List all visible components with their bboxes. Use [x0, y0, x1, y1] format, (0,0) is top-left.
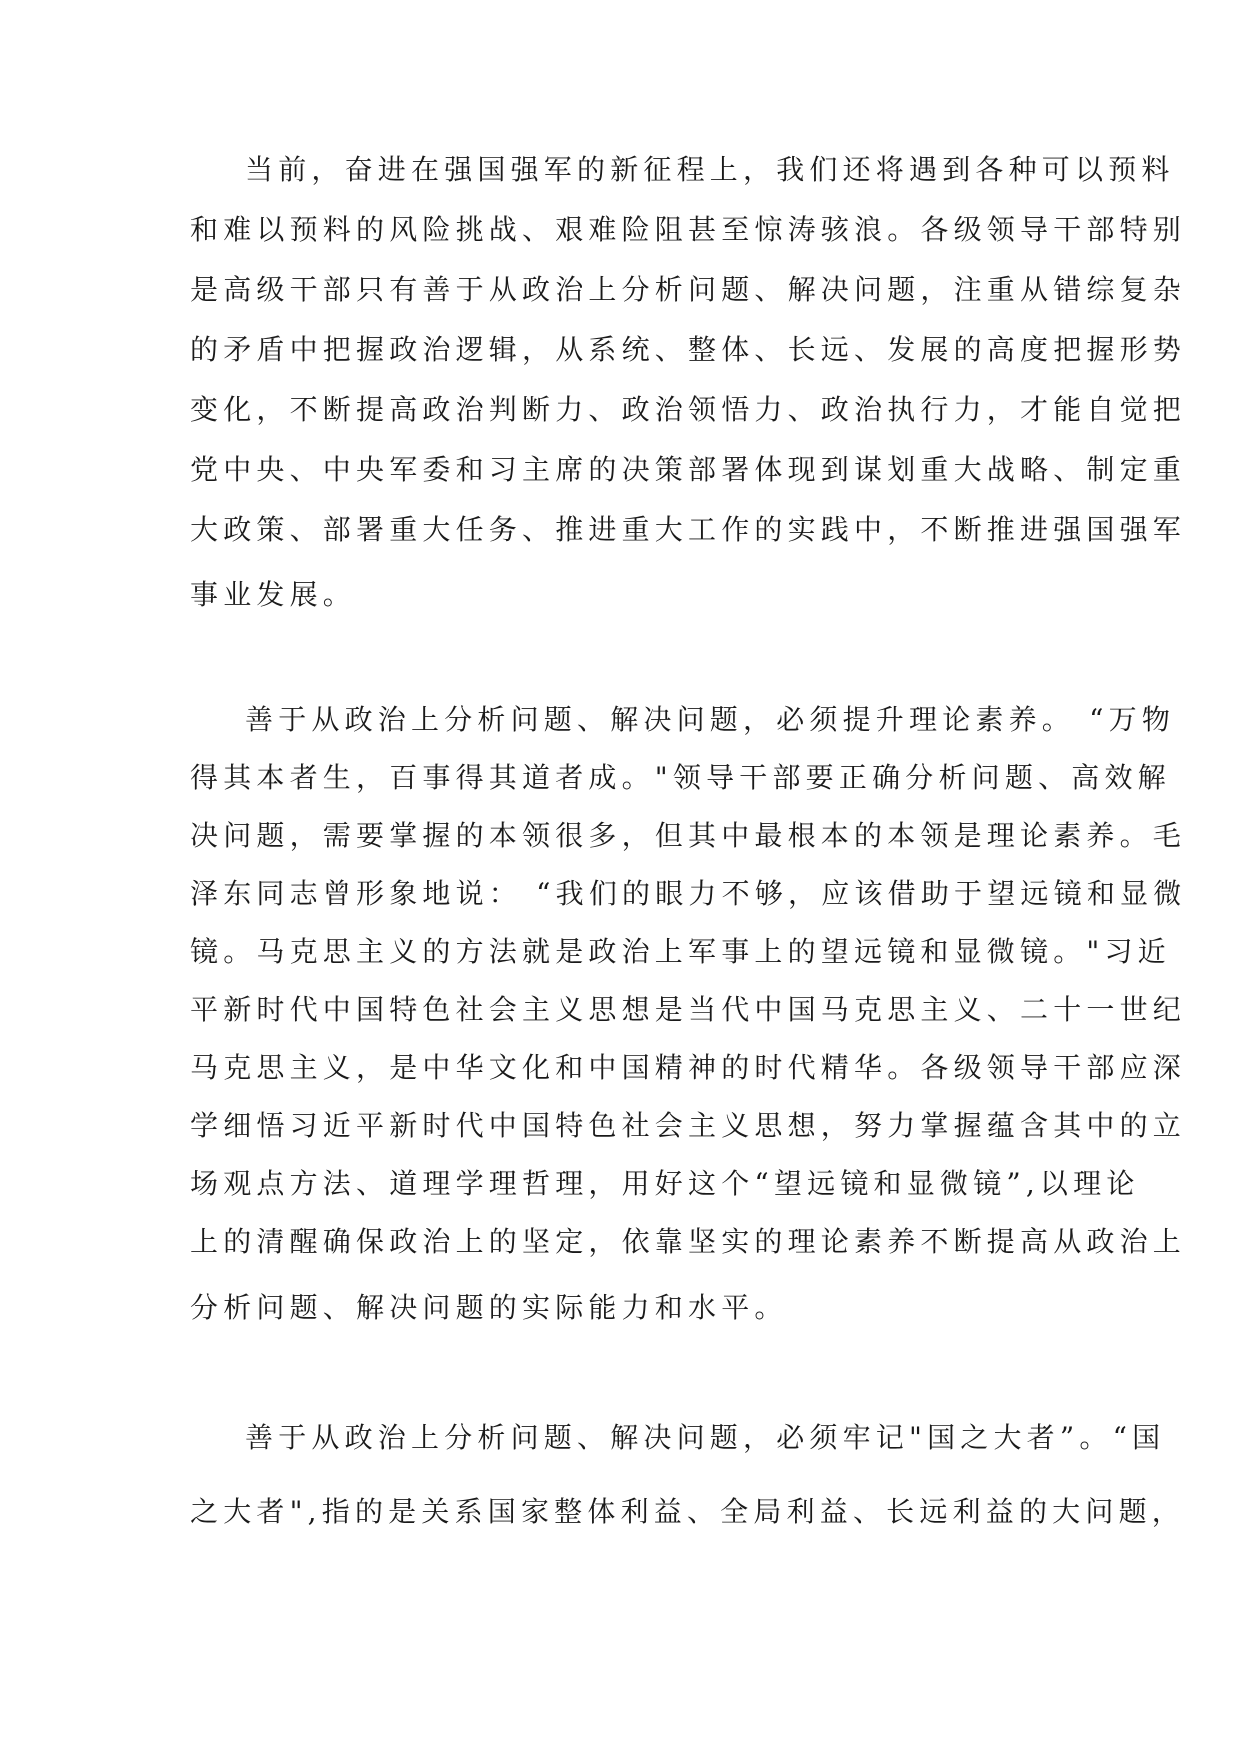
text-line: 的矛盾中把握政治逻辑，从系统、整体、长远、发展的高度把握形势 [190, 333, 1187, 366]
text-line: 马克思主义，是中华文化和中国精神的时代精华。各级领导干部应深 [190, 1051, 1187, 1084]
text-line: 之大者",指的是关系国家整体利益、全局利益、长远利益的大问题， [190, 1495, 1185, 1528]
text-line: 镜。马克思主义的方法就是政治上军事上的望远镜和显微镜。"习近 [190, 935, 1171, 968]
text-line: 是高级干部只有善于从政治上分析问题、解决问题，注重从错综复杂 [190, 273, 1187, 306]
text-line: 善于从政治上分析问题、解决问题，必须提升理论素养。 “万物 [245, 703, 1176, 736]
text-line: 大政策、部署重大任务、推进重大工作的实践中，不断推进强国强军 [190, 513, 1187, 546]
text-line: 得其本者生，百事得其道者成。"领导干部要正确分析问题、高效解 [190, 761, 1171, 794]
text-line: 场观点方法、道理学理哲理，用好这个“望远镜和显微镜”,以理论 [190, 1167, 1140, 1200]
text-line: 事业发展。 [190, 578, 357, 611]
text-line: 平新时代中国特色社会主义思想是当代中国马克思主义、二十一世纪 [190, 993, 1187, 1026]
text-line: 分析问题、解决问题的实际能力和水平。 [190, 1291, 788, 1324]
text-line: 上的清醒确保政治上的坚定，依靠坚实的理论素养不断提高从政治上 [190, 1225, 1187, 1258]
text-line: 和难以预料的风险挑战、艰难险阻甚至惊涛骇浪。各级领导干部特别 [190, 213, 1187, 246]
text-line: 决问题，需要掌握的本领很多，但其中最根本的本领是理论素养。毛 [190, 819, 1187, 852]
text-line: 善于从政治上分析问题、解决问题，必须牢记"国之大者”。“国 [245, 1421, 1166, 1454]
text-line: 泽东同志曾形象地说： “我们的眼力不够，应该借助于望远镜和显微 [190, 877, 1187, 910]
text-line: 党中央、中央军委和习主席的决策部署体现到谋划重大战略、制定重 [190, 453, 1187, 486]
text-line: 当前，奋进在强国强军的新征程上，我们还将遇到各种可以预料 [245, 153, 1175, 186]
text-line: 学细悟习近平新时代中国特色社会主义思想，努力掌握蕴含其中的立 [190, 1109, 1187, 1142]
text-line: 变化，不断提高政治判断力、政治领悟力、政治执行力，才能自觉把 [190, 393, 1187, 426]
